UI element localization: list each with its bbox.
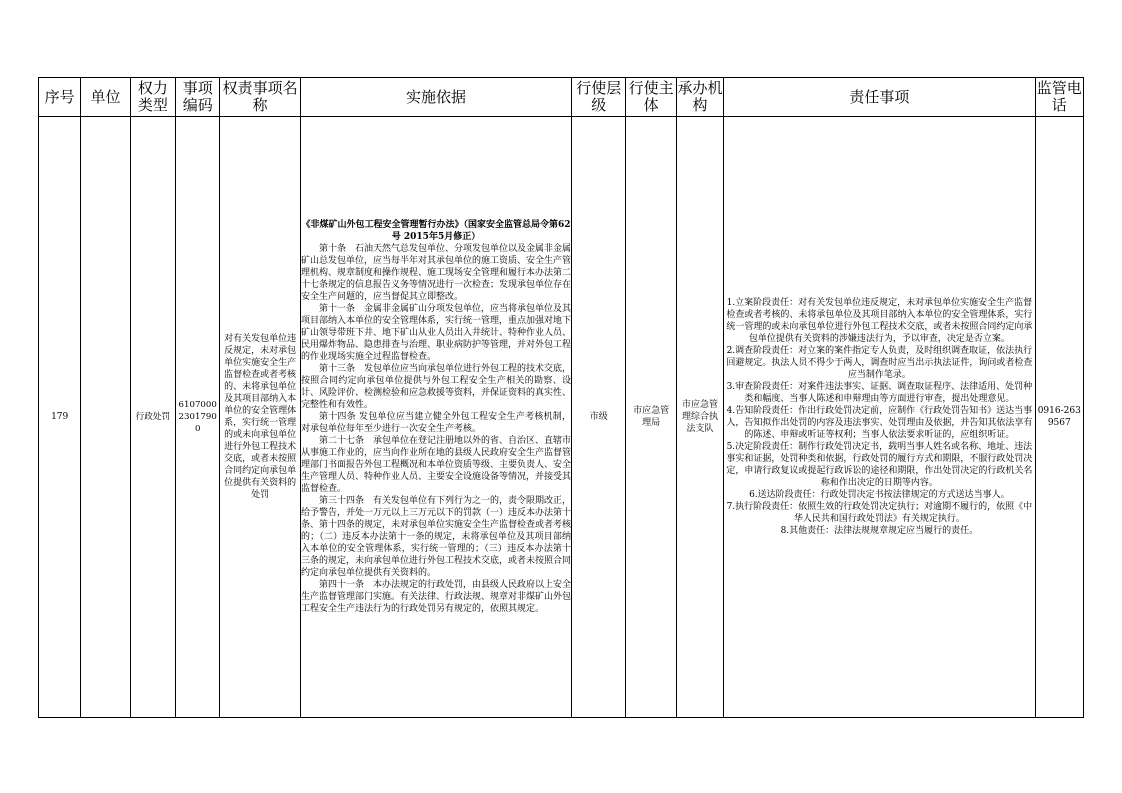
cell-responsibility bbox=[724, 117, 1035, 718]
header-subject: 行使主体 bbox=[626, 78, 676, 117]
cell-unit bbox=[81, 117, 130, 718]
basis-title: 《非煤矿山外包工程安全管理暂行办法》（国家安全监管总局令第62号 2015年5月修正） bbox=[301, 220, 571, 242]
cell-item-name: 对有关发包单位违反规定，未对承包单位实施安全生产监督检查或者考核的、未将承包单位及其项目部纳入本单位的安全管理体系，实行统一管理的或未向承包单位进行外包工程技术交底，或者未按照合同约定向承包单位提供有关资料的处罚 bbox=[220, 117, 301, 718]
cell-subject: 市应急管理局 bbox=[626, 117, 676, 718]
cell-phone: 0916-2639567 bbox=[1035, 117, 1083, 718]
header-seq: 序号 bbox=[39, 78, 81, 117]
item-code-text: 610700023017900 bbox=[178, 400, 217, 434]
basis-paragraph: 第二十七条 承包单位在登记注册地以外的省、自治区、直辖市从事施工作业的，应当向作业所在地的县级人民政府安全生产监督管理部门书面报告外包工程概况和本单位资质等级、主要负责人、安全生产管理人员、特种作业人员、主要安全设施设备等情况，并接受其监督检查。 bbox=[300, 436, 572, 494]
header-phone: 监管电话 bbox=[1035, 78, 1083, 117]
cell-power-type: 行政处罚 bbox=[130, 117, 175, 718]
header-row bbox=[39, 78, 1084, 117]
table-row bbox=[39, 117, 1084, 718]
basis-paragraph: 第三十四条 有关发包单位有下列行为之一的，责令限期改正，给予警告，并处一万元以上三万元以下的罚款（一）违反本办法第十条、第十四条的规定，未对承包单位实施安全生产监督检查或者考核的；（二）违反本办法第十一条的规定，未将承包单位及其项目部纳入本单位的安全管理体系，实行统一管理的；（三）违反本办法第十三条的规定，未向承包单位进行外包工程技术交底，或者未按照合同约定向承包单位提供有关资料的。 bbox=[300, 496, 572, 578]
responsibility-item: 5.决定阶段责任：制作行政处罚决定书，载明当事人姓名或名称、地址、违法事实和证据，处罚种类和依据，行政处罚的履行方式和期限，不服行政处罚决定，申请行政复议或提起行政诉讼的途径和期限，作出处罚决定的行政机关名称和作出决定的日期等内容。 bbox=[726, 442, 1033, 488]
cell-level: 市级 bbox=[572, 117, 626, 718]
header-level: 行使层级 bbox=[572, 78, 626, 117]
cell-seq: 179 bbox=[39, 117, 81, 718]
header-basis: 实施依据 bbox=[300, 78, 571, 117]
basis-paragraph: 第十条 石油天然气总发包单位、分项发包单位以及金属非金属矿山总发包单位，应当每半年对其承包单位的施工资质、安全生产管理机构、规章制度和操作规程、施工现场安全管理和履行本办法第二十七条规定的信息报告义务等情况进行一次检查；发现承包单位存在安全生产问题的，应当督促其立即整改。 bbox=[300, 244, 572, 302]
basis-body bbox=[301, 243, 571, 615]
header-item-code: 事项编码 bbox=[176, 78, 220, 117]
header-item-name: 权责事项名称 bbox=[220, 78, 301, 117]
responsibility-item: 1.立案阶段责任：对有关发包单位违反规定，未对承包单位实施安全生产监督检查或者考核的、未将承包单位及其项目部纳入本单位的安全管理体系，实行统一管理的或未向承包单位进行外包工程技术交底，或者未按照合同约定向承包单位提供有关资料的涉嫌违法行为，予以审查，决定是否立案。 bbox=[726, 298, 1033, 344]
cell-basis bbox=[300, 117, 571, 718]
responsibility-item: 3.审查阶段责任：对案件违法事实、证据、调查取证程序、法律适用、处罚种类和幅度、当事人陈述和申辩理由等方面进行审查，提出处理意见。 bbox=[726, 382, 1033, 404]
responsibility-item: 8.其他责任：法律法规规章规定应当履行的责任。 bbox=[780, 526, 979, 536]
responsibility-item: 4.告知阶段责任：作出行政处罚决定前，应制作《行政处罚告知书》送达当事人，告知拟作出处罚的内容及违法事实、处罚理由及依据，并告知其依法享有的陈述、申辩或听证等权利；当事人依法要求听证的，应组织听证。 bbox=[726, 406, 1033, 440]
power-list-table bbox=[38, 77, 1084, 718]
responsibility-item: 6.送达阶段责任：行政处罚决定书按法律规定的方式送达当事人。 bbox=[749, 490, 1010, 500]
cell-handler: 市应急管理综合执法支队 bbox=[676, 117, 723, 718]
header-unit: 单位 bbox=[81, 78, 130, 117]
basis-paragraph: 第十一条 金属非金属矿山分项发包单位，应当将承包单位及其项目部纳入本单位的安全管理体系，实行统一管理，重点加强对地下矿山领导带班下井、地下矿山从业人员出入井统计、特种作业人员、民用爆炸物品、隐患排查与治理、职业病防护等管理，并对外包工程的作业现场实施全过程监督检查。 bbox=[300, 304, 572, 362]
basis-paragraph: 第十四条 发包单位应当建立健全外包工程安全生产考核机制，对承包单位每年至少进行一次安全生产考核。 bbox=[300, 412, 572, 434]
header-power-type: 权力类型 bbox=[130, 78, 175, 117]
header-handler: 承办机构 bbox=[676, 78, 723, 117]
responsibility-item: 7.执行阶段责任：依照生效的行政处罚决定执行；对逾期不履行的，依照《中华人民共和国行政处罚法》有关规定执行。 bbox=[726, 502, 1033, 524]
basis-paragraph: 第四十一条 本办法规定的行政处罚，由县级人民政府以上安全生产监督管理部门实施。有关法律、行政法规、规章对非煤矿山外包工程安全生产违法行为的行政处罚另有规定的，依照其规定。 bbox=[300, 580, 572, 614]
cell-item-code bbox=[176, 117, 220, 718]
responsibility-item: 2.调查阶段责任：对立案的案件指定专人负责，及时组织调查取证，依法执行回避规定。执法人员不得少于两人，调查时应当出示执法证件，询问或者检查应当制作笔录。 bbox=[726, 346, 1033, 380]
header-responsibility: 责任事项 bbox=[724, 78, 1035, 117]
basis-paragraph: 第十三条 发包单位应当向承包单位进行外包工程的技术交底，按照合同约定向承包单位提供与外包工程安全生产相关的勘察、设计、风险评价、检测检验和应急救援等资料，并保证资料的真实性、完整性和有效性。 bbox=[300, 364, 572, 410]
